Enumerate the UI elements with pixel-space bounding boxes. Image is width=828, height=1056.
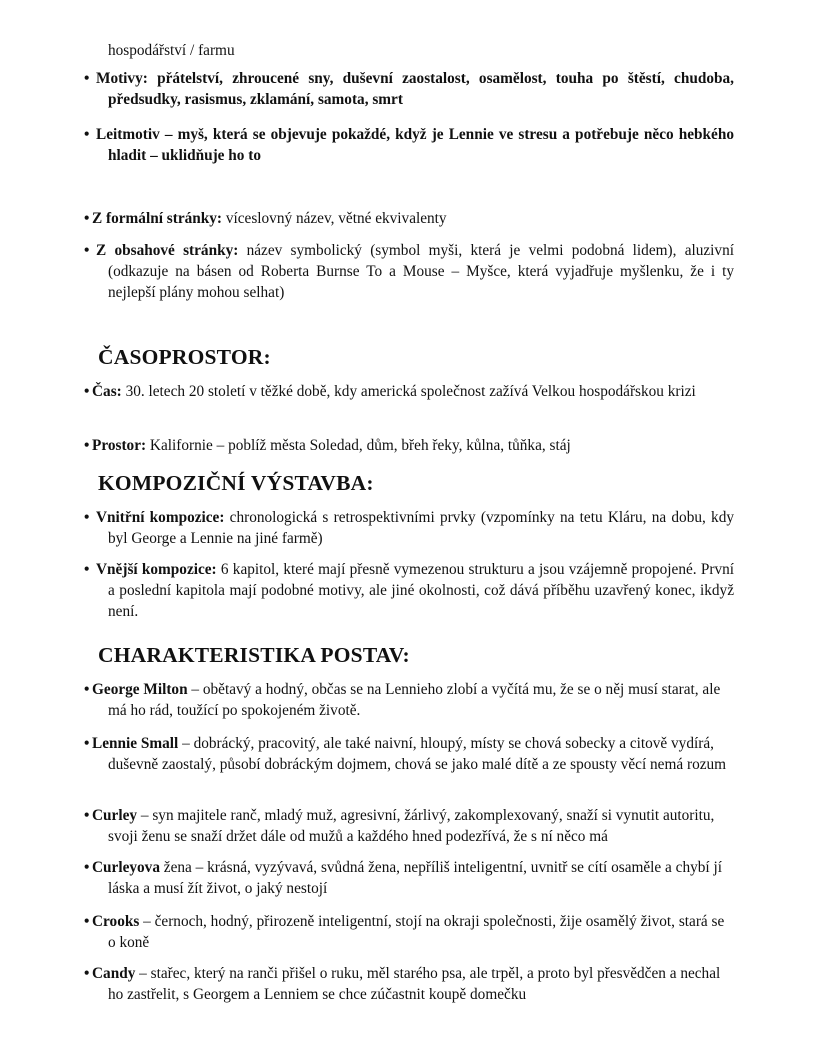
character-name: Candy xyxy=(92,965,136,982)
leitmotiv-text: Leitmotiv – myš, která se objevuje pokaždé, když je Lennie ve stresu a potřebuje něco hebkého hladit – uklidňuje ho to xyxy=(96,126,734,164)
bullet: • xyxy=(84,70,90,87)
list-item-formal xyxy=(84,208,734,229)
list-item-content xyxy=(84,240,734,303)
bullet: • xyxy=(84,735,90,752)
section-heading-casoprostor: ČASOPROSTOR: xyxy=(98,345,271,369)
bullet: • xyxy=(84,210,90,227)
character-item xyxy=(84,679,734,721)
bullet: • xyxy=(84,437,90,454)
character-item xyxy=(84,911,734,953)
character-name: Curleyova xyxy=(92,859,160,876)
character-item xyxy=(84,805,734,847)
character-text: – syn majitele ranč, mladý muž, agresivní, žárlivý, zakomplexovaný, snaží si vynutit autoritu, svoji ženu se snaží držet dále od mužů a každého hned podezřívá, že s ní něco má xyxy=(108,807,715,845)
formal-label: Z formální stránky: xyxy=(92,210,223,227)
prostor-label: Prostor: xyxy=(92,437,147,454)
list-item-prostor xyxy=(84,435,734,456)
bullet: • xyxy=(84,913,90,930)
content-label: Z obsahové stránky: xyxy=(96,242,239,259)
list-item-leitmotiv xyxy=(84,124,734,166)
character-name: George Milton xyxy=(92,681,188,698)
formal-text: víceslovný název, větné ekvivalenty xyxy=(222,210,447,227)
character-text: – dobrácký, pracovitý, ale také naivní, hloupý, místy se chová sobecky a citově vydírá, duševně zaostalý, působí dobráckým dojmem, chová se jako malé dítě a ze spousty věcí nemá rozum xyxy=(108,735,727,773)
cas-label: Čas: xyxy=(92,383,122,400)
character-name: Crooks xyxy=(92,913,140,930)
vnejsi-text: 6 kapitol, které mají přesně vymezenou strukturu a jsou vzájemně propojené. První a poslední kapitola mají podobné motivy, ale jiné okolnosti, což dává příběhu uzavřený konec, ikdyž není. xyxy=(108,561,734,620)
cas-text: 30. letech 20 století v těžké době, kdy americká společnost zažívá Velkou hospodářskou krizi xyxy=(121,383,696,400)
bullet: • xyxy=(84,242,90,259)
bullet: • xyxy=(84,561,90,578)
section-heading-postavy: CHARAKTERISTIKA POSTAV: xyxy=(98,643,410,667)
motivy-label: Motivy: xyxy=(96,70,148,87)
bullet: • xyxy=(84,509,90,526)
section-heading-kompozice: KOMPOZIČNÍ VÝSTAVBA: xyxy=(98,471,374,495)
character-name: Lennie Small xyxy=(92,735,179,752)
bullet: • xyxy=(84,859,90,876)
character-text: – stařec, který na ranči přišel o ruku, měl starého psa, ale trpěl, a proto byl přesvědčen a nechal ho zastřelit, s Georgem a Lenniem se chce zúčastnit koupě domečku xyxy=(108,965,721,1003)
character-text: – černoch, hodný, přirozeně inteligentní, stojí na okraji společnosti, žije osamělý život, stará se o koně xyxy=(108,913,725,951)
vnejsi-label: Vnější kompozice: xyxy=(96,561,217,578)
bullet: • xyxy=(84,383,90,400)
list-item-motivy xyxy=(84,68,734,110)
prostor-text: Kalifornie – poblíž města Soledad, dům, břeh řeky, kůlna, tůňka, stáj xyxy=(146,437,571,454)
character-text: žena – krásná, vyzývavá, svůdná žena, nepříliš inteligentní, uvnitř se cítí osaměle a chybí jí láska a musí žít život, o jaký nestojí xyxy=(108,859,722,897)
bullet: • xyxy=(84,126,90,143)
list-item-vnejsi xyxy=(84,559,734,622)
bullet: • xyxy=(84,807,90,824)
list-item-vnitrni xyxy=(84,507,734,549)
vnitrni-text: chronologická s retrospektivními prvky (vzpomínky na tetu Kláru, na dobu, kdy byl George a Lennie na jiné farmě) xyxy=(108,509,734,547)
content-text: název symbolický (symbol myši, která je velmi podobná lidem), aluzivní (odkazuje na básen od Roberta Burnse To a Mouse – Myšce, která vyjadřuje myšlenku, že i ty nejlepší plány mohou selhat) xyxy=(108,242,734,301)
character-item xyxy=(84,963,734,1005)
vnitrni-label: Vnitřní kompozice: xyxy=(96,509,225,526)
intro-line: hospodářství / farmu xyxy=(108,42,235,59)
list-item-cas xyxy=(84,381,734,402)
motivy-text: přátelství, zhroucené sny, duševní zaostalost, osamělost, touha po štěstí, chudoba, předsudky, rasismus, zklamání, samota, smrt xyxy=(108,70,734,108)
character-item xyxy=(84,857,734,899)
character-item xyxy=(84,733,734,775)
character-name: Curley xyxy=(92,807,138,824)
bullet: • xyxy=(84,681,90,698)
character-text: – obětavý a hodný, občas se na Lennieho zlobí a vyčítá mu, že se o něj musí starat, ale má ho rád, toužící po spokojeném životě. xyxy=(108,681,721,719)
bullet: • xyxy=(84,965,90,982)
